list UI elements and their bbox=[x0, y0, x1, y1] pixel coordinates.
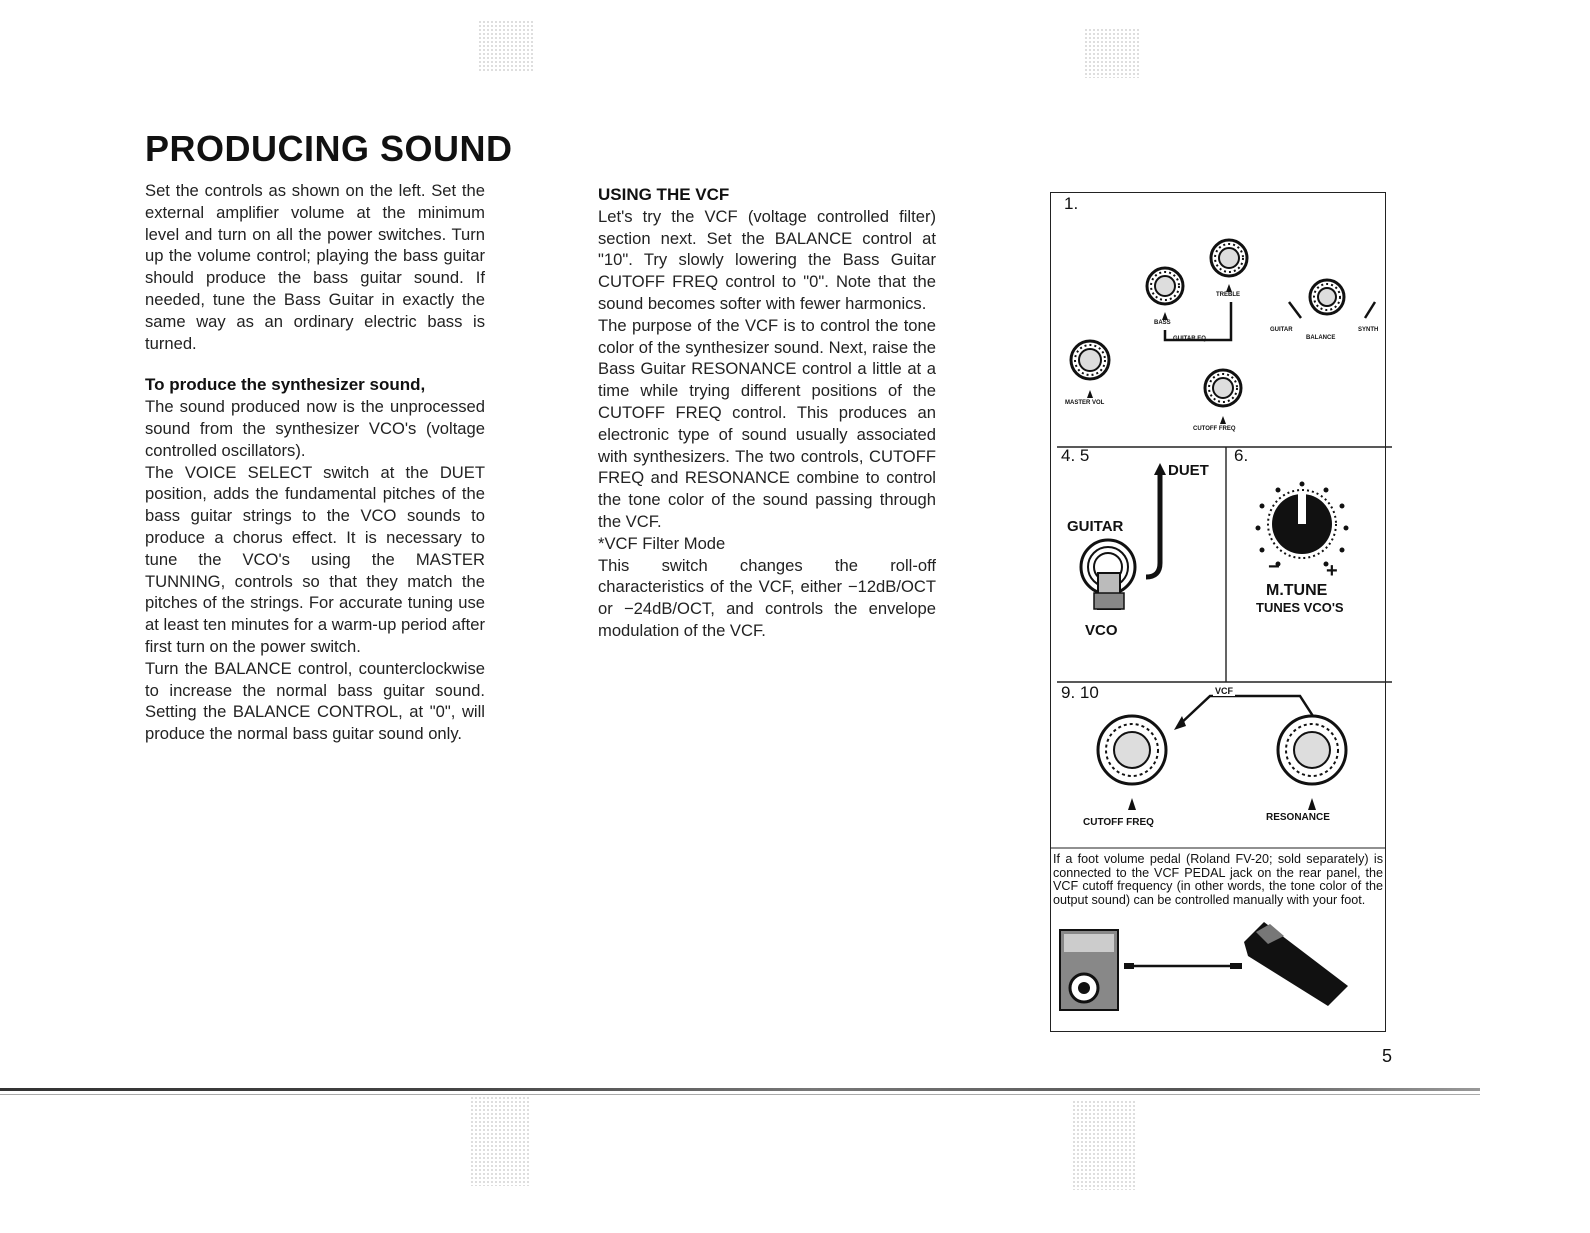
master-vol-label: MASTER VOL bbox=[1065, 400, 1105, 406]
intro-paragraph: Set the controls as shown on the left. Set the external amplifier volume at the minimum level and turn on all the power switches. Turn up the volume control; playing the bass guitar should produce the bass guitar sound. If needed, tune the Bass Guitar in exactly the same way as an ordinary electric bass is turned. bbox=[145, 181, 485, 353]
vcf-heading: USING THE VCF bbox=[598, 185, 730, 204]
bass-knob-icon bbox=[1147, 268, 1183, 304]
paragraph: The purpose of the VCF is to control the tone color of the synthesizer sound. Next, raise the Bass Guitar RESONANCE control a little at a time while trying different positions of the CUTOFF FREQ control. This produces an electronic type of sound usually associated with synthesizers. The two controls, CUTOFF FREQ and RESONANCE combine to control the tone color of the sound passing through the VCF. bbox=[598, 315, 936, 531]
section-number-9-10: 9. 10 bbox=[1061, 683, 1099, 702]
balance-label: BALANCE bbox=[1306, 335, 1336, 341]
synth-label: SYNTH bbox=[1358, 327, 1379, 333]
master-tune-knob-drawing bbox=[1228, 460, 1386, 585]
tunes-vcos-label: TUNES VCO'S bbox=[1256, 600, 1344, 615]
section-number-4-5: 4. 5 bbox=[1061, 446, 1090, 465]
page-title: PRODUCING SOUND bbox=[145, 128, 513, 169]
vco-label: VCO bbox=[1085, 622, 1118, 639]
vcf-label: VCF bbox=[1215, 686, 1233, 696]
master-vol-knob-icon bbox=[1071, 341, 1109, 379]
paragraph: The VOICE SELECT switch at the DUET position, adds the fundamental pitches of the bass guitar strings to the VCO sounds to produce a chorus effect. It is necessary to tune the VCO's using the MASTER TUNNING, controls so that they match the pitches of the strings. For accurate tuning use at least ten minutes for a warm-up period after first turn on the power switch. bbox=[145, 462, 485, 656]
bottom-rule bbox=[0, 1088, 1480, 1091]
cutoff-freq-label: CUTOFF FREQ bbox=[1193, 426, 1236, 432]
foot-pedal-note: If a foot volume pedal (Roland FV-20; sold separately) is connected to the VCF PEDAL jack on the rear panel, the VCF cutoff frequency (in other words, the tone color of the output sound) can be controlled manually with your foot. bbox=[1053, 852, 1383, 907]
cutoff-freq-knob-icon bbox=[1205, 370, 1241, 406]
resonance-label: RESONANCE bbox=[1266, 812, 1330, 823]
tune-minus-label: − bbox=[1268, 556, 1280, 578]
filter-mode-label: *VCF Filter Mode bbox=[598, 533, 726, 553]
guitar-label: GUITAR bbox=[1270, 327, 1293, 333]
page-number: 5 bbox=[1382, 1046, 1393, 1066]
treble-label: TREBLE bbox=[1216, 292, 1240, 298]
cutoff-freq-large-knob-icon bbox=[1098, 716, 1166, 810]
resonance-large-knob-icon bbox=[1278, 716, 1346, 810]
duet-label: DUET bbox=[1168, 462, 1209, 479]
voice-select-switch-drawing bbox=[1060, 455, 1225, 680]
paragraph: The sound produced now is the unprocessed sound from the synthesizer VCO's (voltage controlled oscillators). bbox=[145, 397, 485, 460]
paragraph: Let's try the VCF (voltage controlled filter) section next. Set the BALANCE control at "10". Try slowly lowering the Bass Guitar CUTOFF FREQ control to "0". Note that the sound becomes softer with fewer harmonics. bbox=[598, 206, 936, 313]
cutoff-freq-bottom-label: CUTOFF FREQ bbox=[1083, 817, 1154, 828]
synth-heading: To produce the synthesizer sound, bbox=[145, 375, 426, 395]
treble-knob-icon bbox=[1211, 240, 1247, 276]
bass-label: BASS bbox=[1154, 320, 1171, 326]
section1-knobs-drawing bbox=[1057, 230, 1387, 445]
guitar-switch-label: GUITAR bbox=[1067, 518, 1124, 535]
paragraph: This switch changes the roll-off characteristics of the VCF, either −12dB/OCT or −24dB/OCT, and controls the envelope modulation of the VCF. bbox=[598, 555, 936, 640]
mtune-label: M.TUNE bbox=[1266, 582, 1328, 599]
paragraph: Turn the BALANCE control, counterclockwise to increase the normal bass guitar sound. Setting the BALANCE CONTROL, at "0", will produce the normal bass guitar sound only. bbox=[145, 658, 485, 744]
tune-plus-label: + bbox=[1326, 560, 1338, 582]
bottom-rule-thin bbox=[0, 1094, 1480, 1095]
guitar-eq-label: GUITAR EQ bbox=[1173, 336, 1206, 342]
section-number-1: 1. bbox=[1064, 194, 1079, 213]
balance-knob-icon bbox=[1289, 280, 1375, 318]
foot-pedal-drawing bbox=[1058, 922, 1378, 1022]
section-number-6: 6. bbox=[1234, 446, 1249, 465]
